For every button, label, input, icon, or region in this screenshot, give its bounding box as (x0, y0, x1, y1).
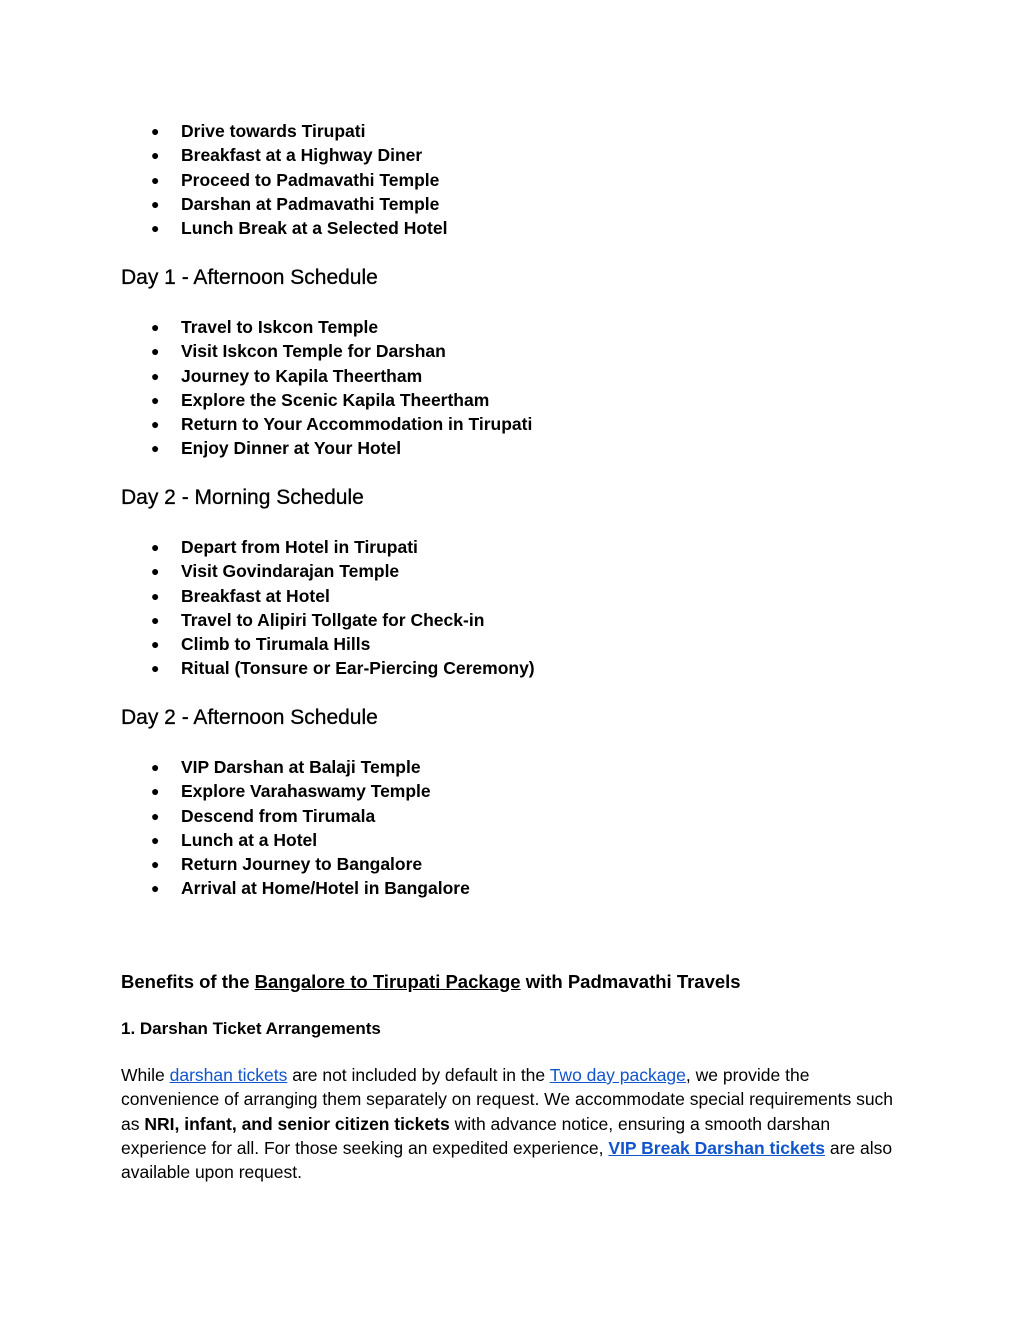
bullet-icon: ● (151, 195, 160, 212)
bullet-icon: ● (151, 611, 160, 628)
bullet-icon: ● (151, 343, 160, 360)
section-heading-day1-afternoon: Day 1 - Afternoon Schedule (121, 266, 378, 289)
bullet-icon: ● (151, 807, 160, 824)
bullet-icon: ● (151, 856, 160, 873)
document-page: ● Drive towards Tirupati ● Breakfast at a Highway Diner ● Proceed to Padmavathi Temple ● Darshan at Padmavathi Temple ● Lunch Break at a Selected Hotel Day 1 - Afternoon Schedule ● Travel to Iskcon Temple ● Visit Iskcon Temple for Darshan ● Journey to Kapila Theertham ● Explore the Scenic Kapila Theertham ● Return to Your Accommodation in Tirupati ● Enjoy Dinner at Your Hotel Day 2 - Morning Schedule ● Depart from Hotel in Tirupati ● Visit Govindarajan Temple ● Breakfast at Hotel ● Travel to Alipiri Tollgate for Check-in ● Climb to Tirumala Hills ● Ritual (Tonsure or Ear-Piercing Ceremony) Day 2 - Afternoon Schedule ● VIP Darshan at Balaji Temple ● Explore Varahaswamy Temple ● Descend from Tirumala ● Lunch at a Hotel ● Return Journey to Bangalore ● Arrival at Home/Hotel in Bangalore Benefits of the Bangalore to Tirupati Package with Padmavathi Travels 1. Darshan Ticket Arrangements While darshan tickets are not included by default in the Two day package, we provide the convenience of arranging them separately on request. We accommodate special requirements such as NRI, infant, and senior citizen tickets with advance notice, ensuring a smooth darshan experience for all. For those seeking an expedited experience, VIP Break Darshan tickets are also available upon request. (0, 0, 1024, 1325)
bullet-icon: ● (151, 587, 160, 604)
bullet-icon: ● (151, 123, 160, 139)
section-heading-day2-morning: Day 2 - Morning Schedule (121, 486, 364, 509)
bullet-icon: ● (151, 147, 160, 164)
two-day-package-link[interactable]: Two day package (549, 1065, 686, 1085)
bullet-icon: ● (151, 440, 160, 457)
bullet-icon: ● (151, 391, 160, 408)
bullet-icon: ● (151, 783, 160, 800)
darshan-tickets-link[interactable]: darshan tickets (169, 1065, 288, 1085)
benefits-heading: Benefits of the Bangalore to Tirupati Package with Padmavathi Travels (121, 971, 741, 992)
bullet-icon: ● (151, 539, 160, 555)
bullet-icon: ● (151, 416, 160, 433)
bullet-icon: ● (151, 220, 160, 237)
darshan-ticket-paragraph: While darshan tickets are not included by default in the Two day package, we provide the convenience of arranging them separately on request. We accommodate special requirements such as NRI, infant, and senior citizen tickets with advance notice, ensuring a smooth darshan experience for all. For those seeking an expedited experience, VIP Break Darshan tickets are also available upon request. (121, 1065, 894, 1183)
bullet-icon: ● (151, 660, 160, 677)
bullet-icon: ● (151, 319, 160, 335)
bullet-icon: ● (151, 563, 160, 580)
bullet-icon: ● (151, 367, 160, 384)
bullet-icon: ● (151, 759, 160, 775)
bullet-icon: ● (151, 831, 160, 848)
vip-break-darshan-link[interactable]: VIP Break Darshan tickets (608, 1137, 825, 1158)
package-link[interactable]: Bangalore to Tirupati Package (254, 971, 521, 992)
section-heading-day2-afternoon: Day 2 - Afternoon Schedule (121, 706, 378, 729)
bullet-icon: ● (151, 636, 160, 653)
darshan-ticket-subheading: 1. Darshan Ticket Arrangements (121, 1019, 381, 1038)
bullet-icon: ● (151, 171, 160, 188)
bullet-icon: ● (151, 880, 160, 897)
